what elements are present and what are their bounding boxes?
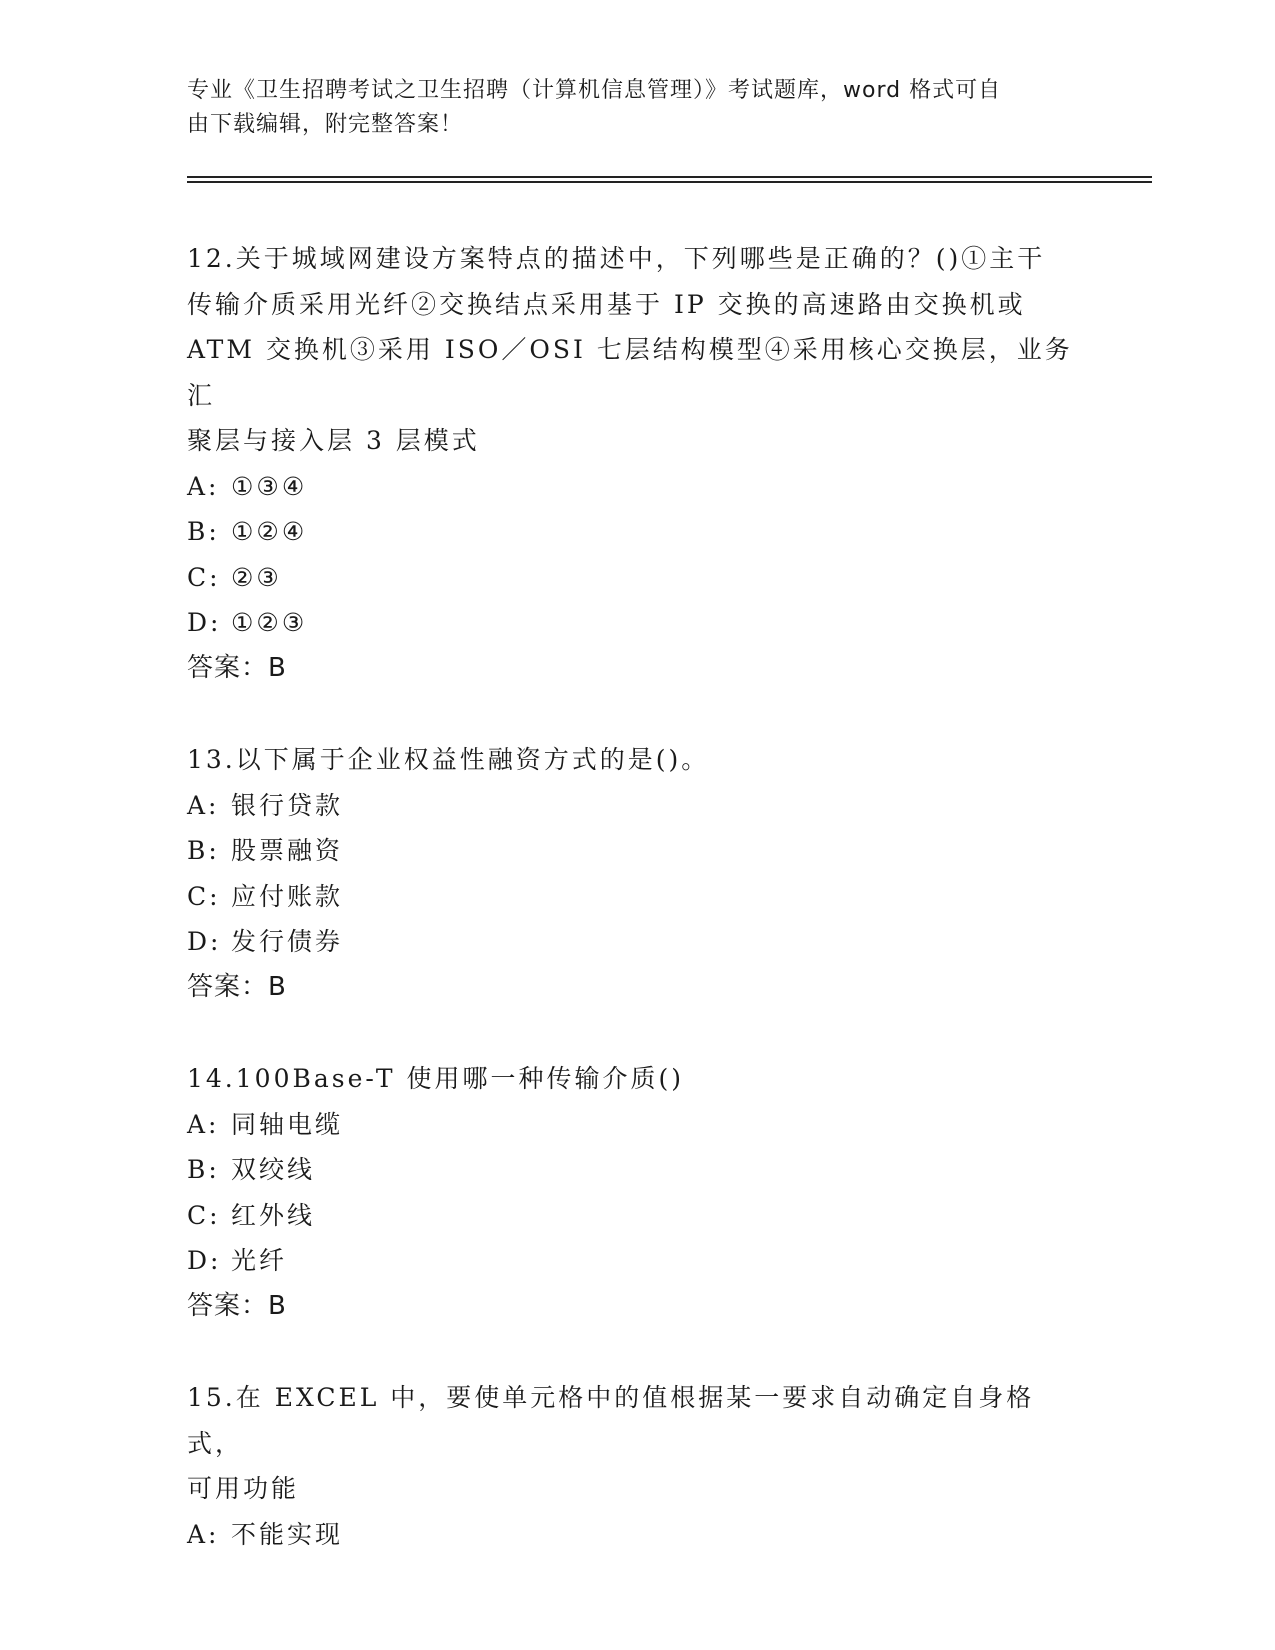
- option-text: ①②④: [231, 517, 308, 546]
- option-text: 光纤: [231, 1246, 288, 1275]
- option-a: [187, 1102, 1087, 1148]
- option-text: ②③: [231, 562, 282, 592]
- option-letter: C:: [187, 562, 221, 592]
- option-text: 发行债券: [231, 927, 344, 956]
- option-d: [187, 919, 1087, 965]
- answer-line: 答案：B: [187, 1290, 287, 1321]
- option-letter: A:: [187, 1109, 220, 1139]
- question-12: [187, 236, 1087, 691]
- option-text: ①②③: [231, 608, 308, 637]
- question-gap: [187, 1329, 1087, 1375]
- question-text-line: 13.以下属于企业权益性融资方式的是()。: [187, 745, 710, 774]
- option-b: [187, 828, 1087, 874]
- option-letter: D:: [187, 1246, 222, 1275]
- option-b: [187, 1147, 1087, 1193]
- option-a: [187, 783, 1087, 829]
- option-a: [187, 464, 1087, 510]
- option-text: 不能实现: [231, 1519, 344, 1549]
- answer-line: 答案：B: [187, 652, 287, 683]
- question-text: [187, 236, 1087, 464]
- option-text: 银行贷款: [231, 790, 344, 820]
- question-list: [187, 236, 1087, 1557]
- question-text: [187, 1375, 1087, 1512]
- question-text: [187, 1056, 1087, 1102]
- question-gap: [187, 691, 1087, 737]
- option-letter: D:: [187, 927, 222, 956]
- option-text: 红外线: [231, 1200, 316, 1230]
- document-header: [187, 74, 1067, 142]
- answer-line: 答案：B: [187, 971, 287, 1002]
- option-letter: B:: [187, 836, 220, 865]
- option-text: 同轴电缆: [231, 1109, 344, 1139]
- option-c: [187, 555, 1087, 601]
- option-letter: B:: [187, 517, 220, 546]
- question-15: [187, 1375, 1087, 1557]
- question-text-line: 14.100Base-T 使用哪一种传输介质(): [187, 1064, 685, 1093]
- option-letter: B:: [187, 1155, 220, 1184]
- header-line-1: 专业《卫生招聘考试之卫生招聘（计算机信息管理）》考试题库，word 格式可自: [187, 78, 1002, 103]
- option-letter: C:: [187, 1200, 221, 1230]
- option-letter: A:: [187, 471, 220, 501]
- header-divider-bottom: [187, 181, 1152, 183]
- question-text-line: 12.关于城域网建设方案特点的描述中，下列哪些是正确的？()①主干: [187, 244, 1046, 273]
- question-14: [187, 1056, 1087, 1329]
- option-letter: C:: [187, 881, 221, 911]
- header-line-2: 由下载编辑，附完整答案！: [187, 112, 464, 137]
- question-gap: [187, 1010, 1087, 1056]
- question-text-line: 可用功能: [187, 1474, 300, 1503]
- option-letter: A:: [187, 790, 220, 820]
- option-text: 股票融资: [231, 836, 344, 865]
- option-letter: D:: [187, 608, 222, 637]
- option-c: [187, 1193, 1087, 1239]
- option-text: 双绞线: [231, 1155, 316, 1184]
- option-d: [187, 1238, 1087, 1284]
- header-divider-top: [187, 176, 1152, 178]
- question-text: [187, 737, 1087, 783]
- question-text-line: 传输介质采用光纤②交换结点采用基于 IP 交换的高速路由交换机或: [187, 289, 1026, 319]
- option-d: [187, 600, 1087, 646]
- question-13: [187, 737, 1087, 1010]
- option-text: ①③④: [231, 471, 308, 501]
- option-letter: A:: [187, 1519, 220, 1549]
- option-text: 应付账款: [231, 881, 344, 911]
- question-text-line: 15.在 EXCEL 中，要使单元格中的值根据某一要求自动确定自身格式，: [187, 1383, 1035, 1458]
- question-text-line: ATM 交换机③采用 ISO／OSI 七层结构模型④采用核心交换层，业务汇: [187, 335, 1073, 410]
- option-b: [187, 509, 1087, 555]
- question-text-line: 聚层与接入层 3 层模式: [187, 426, 480, 455]
- option-a: [187, 1512, 1087, 1558]
- option-c: [187, 874, 1087, 920]
